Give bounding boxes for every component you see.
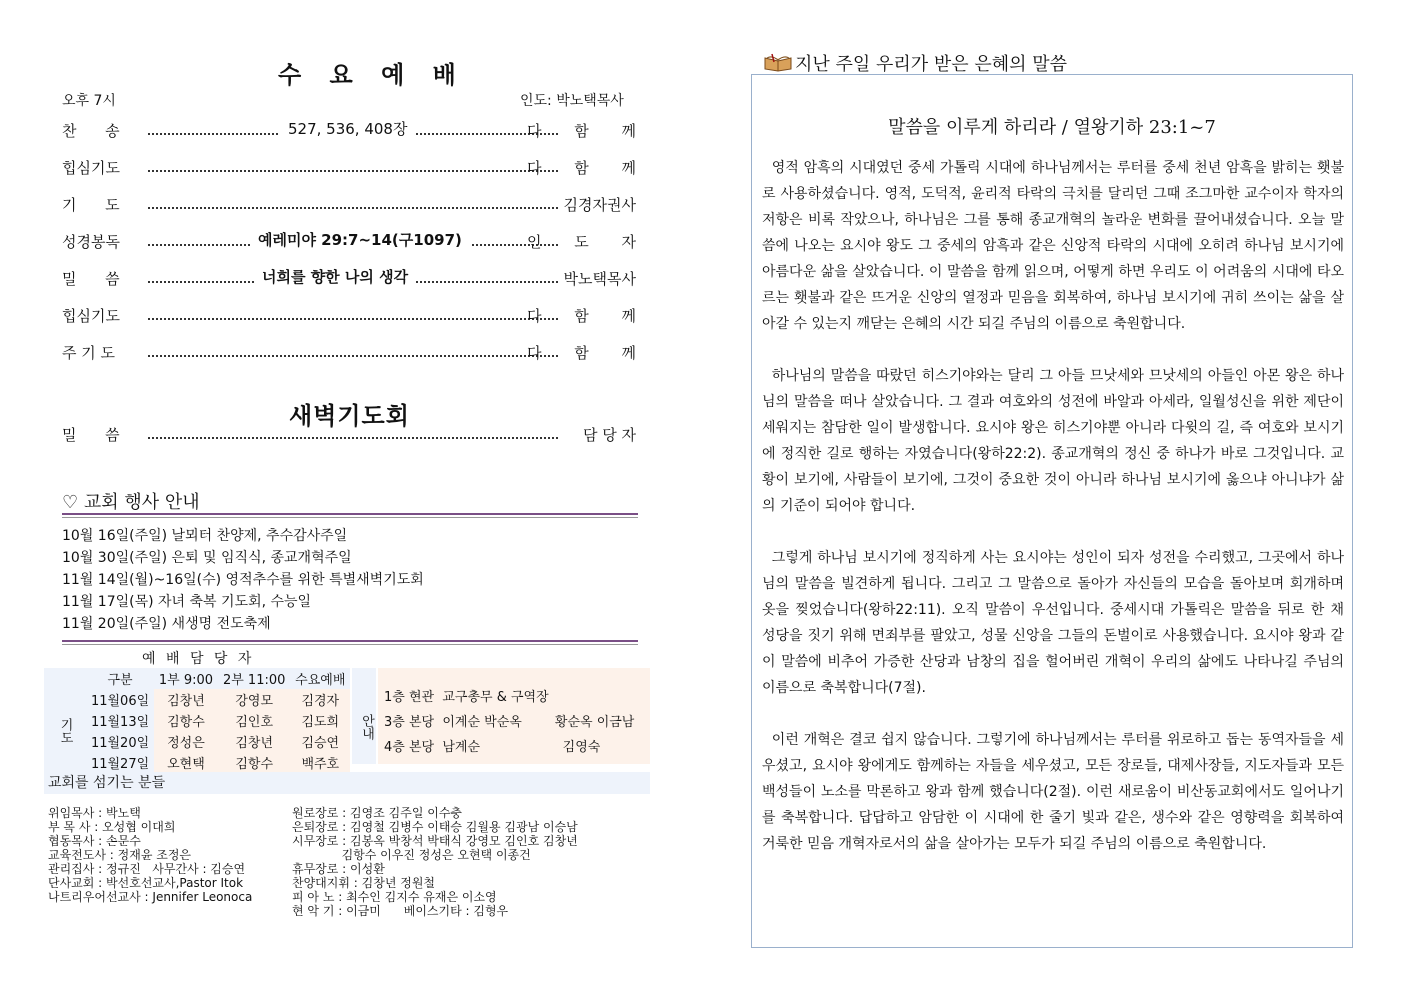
right-heading: 지난 주일 우리가 받은 은혜의 말씀: [795, 54, 1068, 75]
order-label: 밀 씀: [62, 270, 120, 288]
order-item: 예레미야 29:7~14(구1097): [250, 229, 470, 250]
order-responsible: 다 함 께: [526, 122, 650, 140]
rule-bottom: [62, 640, 638, 642]
order-row: [62, 266, 636, 292]
duty-header: 2부 11:00: [218, 668, 291, 689]
sermon-body: [762, 155, 1349, 857]
duty-date: 11월27일: [86, 752, 154, 773]
guide-list: [378, 668, 650, 764]
event-item: 10월 16일(주일) 날뫼터 찬양제, 추수감사주일: [62, 528, 348, 544]
guide-names: 남계순 김영숙: [442, 740, 601, 755]
dawn-order-right: 담 당 자: [582, 426, 636, 444]
server-line: 부 목 사 : 오성협 이대희: [48, 820, 176, 834]
order-row: [62, 155, 650, 181]
sermon-paragraph: 이런 개혁은 결코 쉽지 않습니다. 그렇기에 하나님께서는 루터를 위로하고 돕는 동역자들을 세우셨고, 요시야 왕에게도 함께하는 자들을 세우셨고, 모든 장로들, 대제사장들, 지도자들과 모든 백성들이 노소를 막론하고 왕과 함께 했습니다(2절). 이런 새로움이 비산동교회에서도 일어나기를 축복합니다. 답답하고 암담한 이 시대에 한 줄기 빛과 같은, 생수와 같은 영향력을 회복하여 거룩한 믿음 개혁자로서의 삶을 살아가는 모두가 되길 주님의 이름으로 축원합니다.: [762, 732, 1349, 852]
dotted-leader: [148, 170, 558, 172]
order-item: 너희를 향한 나의 생각: [254, 266, 416, 287]
dotted-leader: [148, 355, 558, 357]
duty-date: 11월20일: [86, 731, 154, 752]
order-label: 기 도: [62, 196, 120, 214]
servers-right: [292, 806, 578, 918]
duty-side-label: 기도: [44, 689, 86, 773]
rule-bottom-thin: [62, 644, 638, 645]
order-responsible: 다 함 께: [526, 159, 650, 177]
server-line: 김항수 이우진 정성은 오현택 이종건: [292, 848, 531, 862]
event-item: 11월 17일(목) 자녀 축복 기도회, 수능일: [62, 594, 312, 610]
duty-name: 김창년: [218, 731, 291, 752]
duty-header: 수요예배: [291, 668, 350, 689]
guide-names: 이계순 박순옥 황순옥 이금남: [442, 715, 635, 730]
guide-item: [378, 711, 650, 736]
events-heading: ♡ 교회 행사 안내: [62, 492, 200, 513]
server-line: 찬양대지휘 : 김창년 정원철: [292, 876, 435, 890]
dotted-leader: [148, 318, 558, 320]
server-line: 피 아 노 : 최수인 김지수 유재은 이소영: [292, 890, 497, 904]
rule-top-thin: [62, 517, 638, 518]
duty-name: 김도희: [291, 710, 350, 731]
server-line: 원로장로 : 김영조 김주일 이수충: [292, 806, 462, 820]
wednesday-service-title: 수 요 예 배: [278, 60, 466, 89]
book-icon: [763, 52, 793, 76]
servers-left: [48, 806, 252, 904]
guide-side: 안내: [352, 668, 376, 764]
server-line: 협동목사 : 손문수: [48, 834, 141, 848]
order-label: 힙심기도: [62, 159, 120, 177]
service-leader: 인도: 박노택목사: [520, 93, 624, 109]
dawn-order-row: [62, 422, 636, 448]
duty-name: 김항수: [154, 710, 218, 731]
event-item: 11월 20일(주일) 새생명 전도축제: [62, 616, 271, 632]
servers-heading: 교회를 섬기는 분들: [44, 772, 650, 794]
duty-name: 김창년: [154, 689, 218, 710]
server-line: 은퇴장로 : 김영철 김병수 이태승 김월용 김광남 이승남: [292, 820, 578, 834]
server-line: 관리집사 : 정규진 사무간사 : 김승연: [48, 862, 246, 876]
server-line: 시무장로 : 김봉옥 박창석 박태식 강영모 김인호 김창년: [292, 834, 578, 848]
guide-item: [378, 736, 650, 761]
duty-name: 김경자: [291, 689, 350, 710]
order-row: [62, 303, 650, 329]
guide-floor: 3층 본당: [384, 715, 443, 730]
duty-table: [44, 668, 350, 773]
sermon-paragraph: 하나님의 말씀을 따랐던 히스기야와는 달리 그 아들 므낫세와 므낫세의 아들인 아몬 왕은 하나님의 말씀을 떠나 살았습니다. 그 결과 여호와의 성전에 바알과 아세라, 일월성신을 위한 제단이 세워지는 참담한 일이 발생합니다. 요시야 왕은 히스기야뿐 아니라 다윗의 길, 즉 여호와 보시기에 정직한 길로 행하는 자였습니다(왕하22:2). 종교개혁의 정신 중 하나가 바로 그것입니다. 교황이 보기에, 사람들이 보기에, 그것이 중요한 것이 아니라 하나님 보시기에 옳으냐 아니냐가 삶의 기준이 되어야 합니다.: [762, 368, 1349, 514]
server-line: 위임목사 : 박노택: [48, 806, 141, 820]
duty-name: 백주호: [291, 752, 350, 773]
order-label: 찬 송: [62, 122, 120, 140]
sermon-paragraph: 영적 암흑의 시대였던 중세 가톨릭 시대에 하나님께서는 루터를 중세 천년 암흑을 밝히는 횃불로 사용하셨습니다. 영적, 도덕적, 윤리적 타락의 극치를 달리던 그때 조그마한 교수이자 학자의 저항은 비록 작았으나, 하나님은 그를 통해 종교개혁의 놀라운 변화를 끌어내셨습니다. 오늘 말씀에 나오는 요시야 왕도 그 중세의 암흑과 같은 신앙적 타락의 시대에 오히려 하나님 보시기에 아름다운 삶을 살았습니다. 이 말씀을 함께 읽으며, 어떻게 하면 우리도 이 어려움의 시대에 타오르는 횃불과 같은 뜨거운 신앙의 열정과 믿음을 회복하여, 하나님 보시기에 귀히 쓰이는 삶을 살아갈 수 있는지 깨닫는 은혜의 시간 되길 주님의 이름으로 축원합니다.: [762, 160, 1349, 332]
server-line: 나트리우어선교사 : Jennifer Leonoca: [48, 890, 253, 904]
server-line: 현 악 기 : 이금미 베이스기타 : 김형우: [292, 904, 509, 918]
dotted-leader: [148, 437, 558, 439]
duty-name: 오현택: [154, 752, 218, 773]
order-responsible: 다 함 께: [526, 307, 650, 325]
duty-name: 강영모: [218, 689, 291, 710]
sermon-paragraph: 그렇게 하나님 보시기에 정직하게 사는 요시야는 성인이 되자 성전을 수리했고, 그곳에서 하나님의 말씀을 빌견하게 됩니다. 그리고 그 말씀으로 돌아가 자신들의 모습을 돌아보며 회개하며 옷을 찢었습니다(왕하22:11). 오직 말씀이 우선입니다. 중세시대 가톨릭은 말씀을 뒤로 한 채 성당을 짓기 위해 면죄부를 팔았고, 성물 신앙을 그들의 돈벌이로 사용했습니다. 요시야 왕과 같이 말씀에 비추어 가증한 산당과 남창의 집을 헐어버린 개혁이 우리의 삶에도 나타나길 주님의 이름으로 축복합니다(7절).: [762, 550, 1349, 696]
order-label: 성경봉독: [62, 233, 120, 251]
duty-title: 예 배 담 당 자: [142, 651, 255, 667]
order-item: 527, 536, 408장: [280, 118, 415, 139]
duty-name: 김항수: [218, 752, 291, 773]
sermon-box: [751, 74, 1353, 948]
order-responsible: 인 도 자: [526, 233, 650, 251]
order-responsible: 다 함 께: [526, 344, 650, 362]
guide-floor: 4층 본당: [384, 740, 443, 755]
server-line: 휴무장로 : 이성환: [292, 862, 385, 876]
guide-item: [378, 686, 650, 711]
order-label: 힙심기도: [62, 307, 120, 325]
duty-header: 1부 9:00: [154, 668, 218, 689]
server-line: 단사교회 : 박선호선교사,Pastor Itok: [48, 876, 244, 890]
guide-floor: 1층 현관: [384, 690, 443, 705]
dotted-leader: [148, 207, 558, 209]
event-item: 11월 14일(월)~16일(수) 영적추수를 위한 특별새벽기도회: [62, 572, 424, 588]
guide-names: 교구총무 & 구역장: [442, 690, 549, 705]
order-responsible: 박노택목사: [563, 270, 636, 288]
duty-header: 구분: [86, 668, 154, 689]
event-item: 10월 30일(주일) 은퇴 및 임직식, 종교개혁주일: [62, 550, 352, 566]
order-responsible: 김경자권사: [563, 196, 636, 214]
duty-name: 정성은: [154, 731, 218, 752]
order-row: [62, 192, 636, 218]
service-time: 오후 7시: [62, 93, 116, 109]
duty-name: 김승연: [291, 731, 350, 752]
dawn-order-label: 밀 씀: [62, 426, 120, 444]
order-label: 주 기 도: [62, 344, 116, 362]
duty-corner: [44, 668, 86, 689]
order-row: [62, 229, 650, 255]
events-list: [62, 525, 424, 635]
server-line: 교육전도사 : 정재윤 조정은: [48, 848, 191, 862]
order-row: [62, 118, 650, 144]
rule-top: [62, 513, 638, 515]
duty-date: 11월13일: [86, 710, 154, 731]
sermon-title: 말씀을 이루게 하리라 / 열왕기하 23:1~7: [888, 117, 1216, 138]
duty-date: 11월06일: [86, 689, 154, 710]
duty-name: 김인호: [218, 710, 291, 731]
dawn-prayer-title: 새벽기도회: [289, 401, 410, 430]
order-row: [62, 340, 650, 366]
